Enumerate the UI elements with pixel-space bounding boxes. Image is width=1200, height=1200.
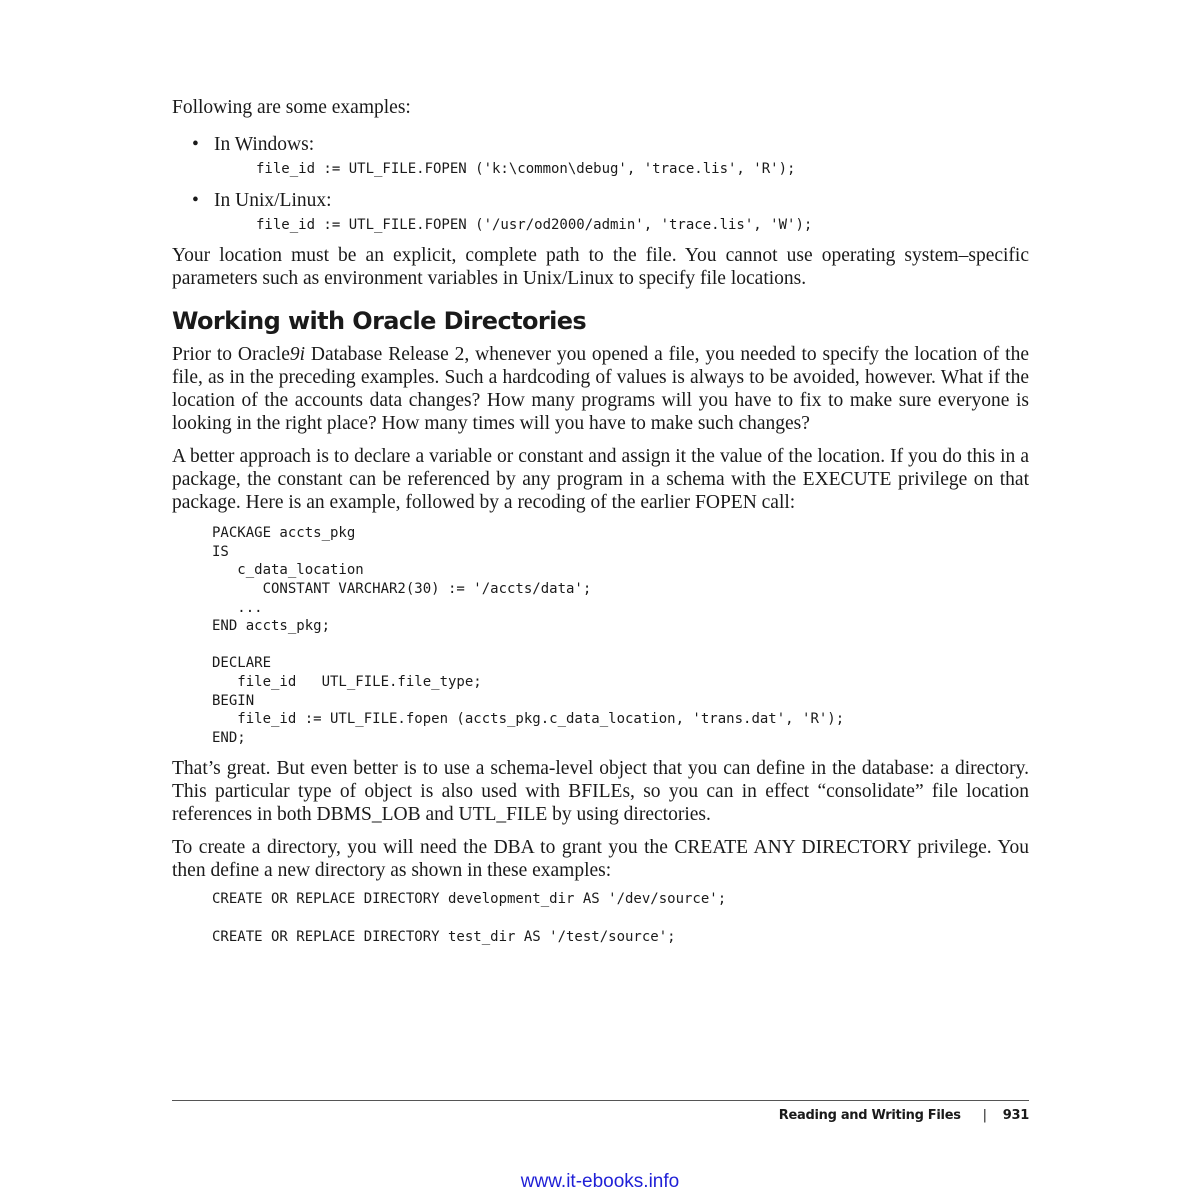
examples-list (172, 133, 1029, 234)
intro-text: Following are some examples: (172, 97, 411, 118)
paragraph-oracle-release: Prior to Oracle9i Database Release 2, whenever you opened a file, you needed to specify the location of the file, as in the preceding examples. Such a hardcoding of values is always to be avoided, however. What if the location of the accounts data changes? How many programs will you have to fix to make sure everyone is looking in the right place? How many times will you have to make such changes? (172, 344, 1029, 435)
paragraph-create-directory: To create a directory, you will need the DBA to grant you the CREATE ANY DIRECTORY privilege. You then define a new directory as shown in these examples: (172, 837, 1029, 882)
list-item (172, 133, 1029, 156)
code-line: file_id := UTL_FILE.FOPEN ('k:\common\debug', 'trace.lis', 'R'); (256, 161, 796, 177)
example-label: In Unix/Linux: (214, 189, 332, 211)
location-note: Your location must be an explicit, complete path to the file. You cannot use operating system–specific parameters such as environment variables in Unix/Linux to specify file locations. (172, 245, 1029, 290)
code-block-package: PACKAGE accts_pkg IS c_data_location CONSTANT VARCHAR2(30) := '/accts/data'; ... END accts_pkg; DECLARE file_id UTL_FILE.file_type; BEGIN file_id := UTL_FILE.fopen (accts_pkg.c_data_location, 'trans.dat', 'R'); END; (212, 525, 845, 746)
watermark-link[interactable]: www.it-ebooks.info (520, 1171, 680, 1192)
code-block-directory: CREATE OR REPLACE DIRECTORY development_dir AS '/dev/source'; CREATE OR REPLACE DIRECTORY test_dir AS '/test/source'; (212, 891, 727, 945)
chapter-title: Reading and Writing Files (778, 1108, 961, 1123)
footer-separator: | (982, 1108, 987, 1123)
page-footer (779, 1108, 1029, 1123)
example-label: In Windows: (214, 134, 315, 155)
paragraph-better-approach: A better approach is to declare a variable or constant and assign it the value of the location. If you do this in a package, the constant can be referenced by any program in a schema with the EXECUTE privilege on that package. Here is an example, followed by a recoding of the earlier FOPEN call: (172, 446, 1029, 514)
book-page (172, 96, 1029, 946)
footer-rule (172, 1100, 1029, 1101)
bullet-icon: • (192, 189, 199, 211)
paragraph-schema-object: That’s great. But even better is to use a schema-level object that you can define in the database: a directory. This particular type of object is also used with BFILEs, so you can in effect “consolidate” file location references in both DBMS_LOB and UTL_FILE by using directories. (172, 758, 1029, 826)
page-number: 931 (1002, 1108, 1029, 1123)
bullet-icon: • (192, 134, 199, 155)
list-item (172, 189, 1029, 212)
watermark (0, 1171, 1200, 1193)
code-line: file_id := UTL_FILE.FOPEN ('/usr/od2000/admin', 'trace.lis', 'W'); (256, 216, 813, 233)
section-heading: Working with Oracle Directories (172, 307, 587, 336)
